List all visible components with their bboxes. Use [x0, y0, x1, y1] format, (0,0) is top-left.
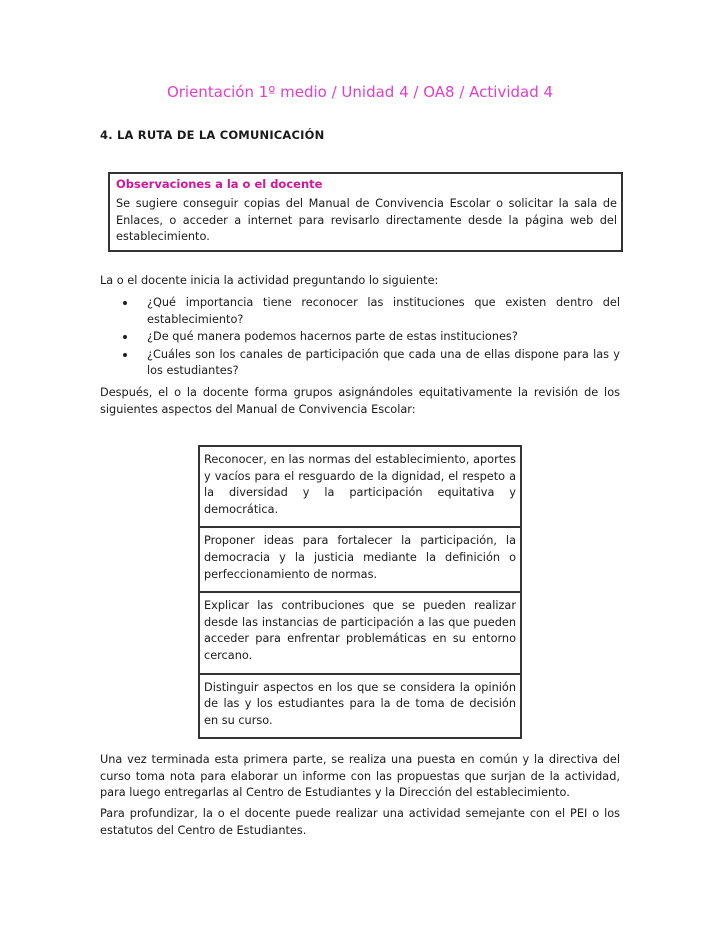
list-item: ¿Qué importancia tiene reconocer las instituciones que existen dentro del establecimiento? [120, 295, 620, 328]
aspect-cell: Reconocer, en las normas del establecimiento, aportes y vacíos para el resguardo de la dignidad, el respeto a la diversidad y la participación equitativa y democrática. [200, 447, 520, 528]
bullet-icon [123, 353, 127, 357]
aspect-cell: Explicar las contribuciones que se pueden realizar desde las instancias de participación a las que pueden acceder para enfrentar problemáticas en su entorno cercano. [200, 593, 520, 674]
questions-list [120, 295, 620, 381]
list-item: ¿Cuáles son los canales de participación que cada una de ellas dispone para las y los estudiantes? [120, 347, 620, 380]
groups-paragraph: Después, el o la docente forma grupos asignándoles equitativamente la revisión de los siguientes aspectos del Manual de Convivencia Escolar: [100, 386, 620, 416]
bullet-icon [123, 301, 127, 305]
observations-title: Observaciones a la o el docente [116, 177, 323, 191]
closing-paragraph-2: Para profundizar, la o el docente puede realizar una actividad semejante con el PEI o los estatutos del Centro de Estudiantes. [100, 807, 620, 837]
aspect-cell: Proponer ideas para fortalecer la participación, la democracia y la justicia mediante la definición o perfeccionamiento de normas. [200, 528, 520, 593]
intro-paragraph: La o el docente inicia la actividad preguntando lo siguiente: [100, 274, 439, 287]
list-item: ¿De qué manera podemos hacernos parte de estas instituciones? [120, 329, 620, 346]
observations-box [108, 172, 623, 252]
bullet-icon [123, 335, 127, 339]
section-title: 4. LA RUTA DE LA COMUNICACIÓN [100, 128, 325, 142]
aspects-table [198, 445, 522, 739]
page-header-breadcrumb: Orientación 1º medio / Unidad 4 / OA8 / Actividad 4 [166, 83, 554, 101]
observations-text: Se sugiere conseguir copias del Manual de Convivencia Escolar o solicitar la sala de Enlaces, o acceder a internet para revisarlo directamente desde la página web del establecimiento. [116, 197, 617, 244]
closing-paragraph-1: Una vez terminada esta primera parte, se realiza una puesta en común y la directiva del curso toma nota para elaborar un informe con las propuestas que surjan de la actividad, para luego entregarlas al Centro de Estudiantes y la Dirección del establecimiento. [100, 753, 620, 800]
aspect-cell: Distinguir aspectos en los que se considera la opinión de las y los estudiantes para la de toma de decisión en su curso. [204, 680, 516, 727]
